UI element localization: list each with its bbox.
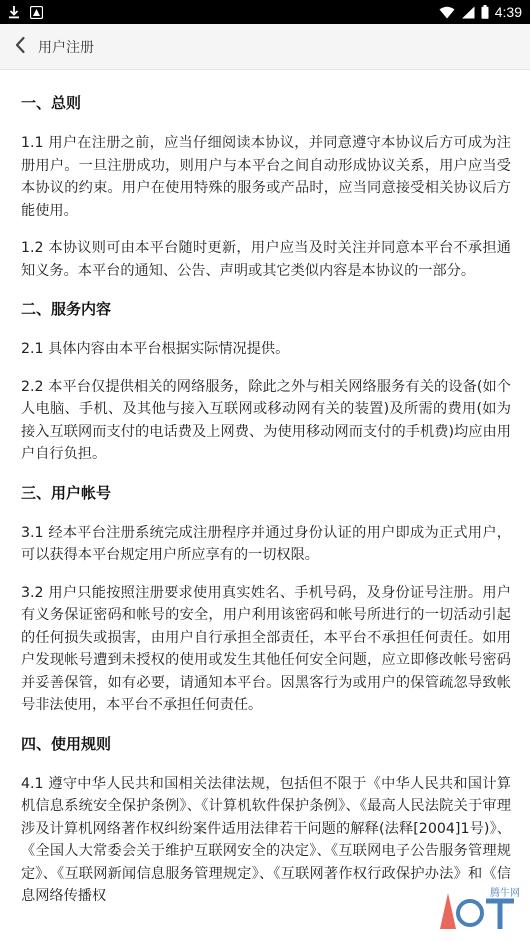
chevron-left-icon	[14, 36, 26, 58]
section-heading: 二、服务内容	[21, 300, 112, 318]
paragraph: 3.2 用户只能按照注册要求使用真实姓名、手机号码，及身份证号注册。用户有义务保证密码和帐号的安全，用户利用该密码和帐号所进行的一切活动引起的任何损失或损害，由用户自行承担全部责任，本平台不承担任何责任。如用户发现帐号遭到未授权的使用或发生其他任何安全问题，应立即修改帐号密码并妥善保管，如有必要，请通知本平台。因黑客行为或用户的保管疏忽导致帐号非法使用，本平台不承担任何责任。	[21, 584, 511, 713]
download-icon	[8, 5, 20, 19]
watermark-text: 腾牛网	[490, 888, 520, 899]
battery-icon	[481, 5, 489, 19]
agreement-content[interactable]	[0, 70, 530, 942]
paragraph: 1.1 用户在注册之前，应当仔细阅读本协议，并同意遵守本协议后方可成为注册用户。一旦注册成功，则用户与本平台之间自动形成协议关系，用户应当受本协议的约束。用户在使用特殊的服务或产品时，应当同意接受相关协议后方能使用。	[21, 135, 511, 219]
section-heading: 三、用户帐号	[21, 483, 112, 502]
section-user-account	[21, 482, 511, 717]
watermark	[418, 882, 526, 938]
status-right	[439, 4, 522, 20]
back-button[interactable]	[2, 24, 38, 70]
paragraph: 3.1 经本平台注册系统完成注册程序并通过身份认证的用户即成为正式用户，可以获得本平台规定用户所应享有的一切权限。	[21, 524, 511, 563]
paragraph: 4.1 遵守中华人民共和国相关法律法规，包括但不限于《中华人民共和国计算机信息系统安全保护条例》、《计算机软件保护条例》、《最高人民法院关于审理涉及计算机网络著作权纠纷案件适用法律若干问题的解释(法释[2004]1号)》、《全国人大常委会关于维护互联网安全的决定》、《互联网电子公告服务管理规定》、《互联网新闻信息服务管理规定》、《互联网著作权行政保护办法》和《信息网络传播权	[21, 775, 511, 904]
paragraph: 2.2 本平台仅提供相关的网络服务，除此之外与相关网络服务有关的设备(如个人电脑、手机、及其他与接入互联网或移动网有关的装置)及所需的费用(如为接入互联网而支付的电话费及上网费、为使用移动网而支付的手机费)均应由用户自行负担。	[21, 378, 511, 462]
section-general	[21, 92, 511, 282]
wifi-icon	[439, 6, 455, 19]
signal-icon	[461, 6, 475, 19]
paragraph: 1.2 本协议则可由本平台随时更新，用户应当及时关注并同意本平台不承担通知义务。本平台的通知、公告、声明或其它类似内容是本协议的一部分。	[21, 240, 511, 279]
status-time: 4:39	[494, 4, 522, 20]
status-left	[8, 5, 43, 19]
page-title: 用户注册	[38, 39, 94, 56]
status-bar	[0, 0, 530, 24]
section-service-content	[21, 298, 511, 466]
app-bar	[0, 24, 530, 70]
notification-icon	[30, 6, 43, 19]
section-heading: 一、总则	[21, 94, 82, 112]
section-heading: 四、使用规则	[21, 734, 112, 753]
paragraph: 2.1 具体内容由本平台根据实际情况提供。	[21, 341, 290, 357]
